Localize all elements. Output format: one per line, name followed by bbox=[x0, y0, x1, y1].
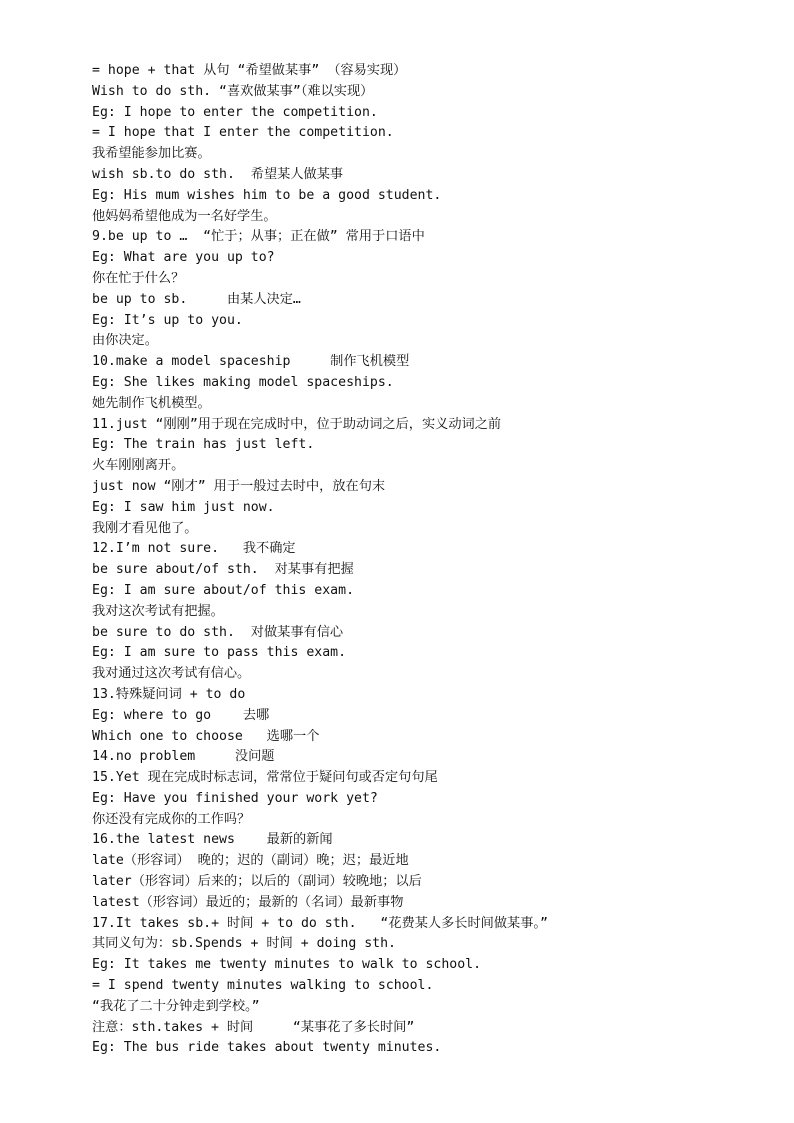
text-line: = I spend twenty minutes walking to school. bbox=[92, 978, 434, 994]
text-line: Wish to do sth. “喜欢做某事”（难以实现） bbox=[92, 83, 374, 99]
text-line: Eg: I am sure about/of this exam. bbox=[92, 582, 355, 598]
text-line: just now “刚才” 用于一般过去时中，放在句末 bbox=[92, 478, 386, 494]
text-line: 14.no problem 没问题 bbox=[92, 749, 275, 765]
text-line: 由你决定。 bbox=[92, 333, 158, 349]
text-line: Eg: It’s up to you. bbox=[92, 312, 243, 328]
text-line: Eg: I am sure to pass this exam. bbox=[92, 645, 347, 661]
text-line: late（形容词） 晚的；迟的（副词）晚；迟；最近地 bbox=[92, 853, 409, 869]
text-line: 他妈妈希望他成为一名好学生。 bbox=[92, 208, 277, 224]
text-line: 17.It takes sb.+ 时间 + to do sth. “花费某人多长时间做某事。” bbox=[92, 915, 548, 931]
text-line: 13.特殊疑问词 + to do bbox=[92, 686, 246, 702]
text-line: 注意：sth.takes + 时间 “某事花了多长时间” bbox=[92, 1019, 415, 1035]
text-line: Eg: I saw him just now. bbox=[92, 499, 275, 515]
text-line: Eg: She likes making model spaceships. bbox=[92, 374, 394, 390]
text-line: 我希望能参加比赛。 bbox=[92, 146, 211, 162]
text-line: 我对通过这次考试有信心。 bbox=[92, 666, 251, 682]
text-line: Eg: His mum wishes him to be a good student. bbox=[92, 187, 442, 203]
text-line: be sure about/of sth. 对某事有把握 bbox=[92, 562, 354, 578]
text-line: Which one to choose 选哪一个 bbox=[92, 728, 320, 744]
text-line: 其同义句为：sb.Spends + 时间 + doing sth. bbox=[92, 936, 396, 952]
text-line: 10.make a model spaceship 制作飞机模型 bbox=[92, 354, 410, 370]
text-line: 9.be up to … “忙于；从事；正在做” 常用于口语中 bbox=[92, 229, 425, 245]
text-line: Eg: The bus ride takes about twenty minutes. bbox=[92, 1040, 442, 1056]
text-line: Eg: The train has just left. bbox=[92, 437, 315, 453]
text-line: wish sb.to do sth. 希望某人做某事 bbox=[92, 166, 344, 182]
text-line: = I hope that I enter the competition. bbox=[92, 125, 394, 141]
text-line: Eg: where to go 去哪 bbox=[92, 707, 270, 723]
text-line: = hope + that 从句 “希望做某事” （容易实现） bbox=[92, 63, 407, 78]
text-line: Eg: It takes me twenty minutes to walk to school. bbox=[92, 957, 482, 973]
text-line: 我刚才看见他了。 bbox=[92, 520, 198, 536]
text-line: 我对这次考试有把握。 bbox=[92, 603, 224, 619]
text-line: 12.I’m not sure. 我不确定 bbox=[92, 541, 296, 557]
text-line: later（形容词）后来的；以后的（副词）较晚地；以后 bbox=[92, 874, 422, 890]
text-line: latest（形容词）最近的；最新的（名词）最新事物 bbox=[92, 894, 404, 910]
text-line: Eg: Have you finished your work yet? bbox=[92, 790, 378, 806]
text-line: “我花了二十分钟走到学校。” bbox=[92, 998, 260, 1014]
document-page bbox=[92, 61, 772, 1059]
text-line: be sure to do sth. 对做某事有信心 bbox=[92, 624, 344, 640]
text-line: Eg: What are you up to? bbox=[92, 250, 275, 266]
text-line: 你在忙于什么？ bbox=[92, 270, 185, 286]
text-line: 15.Yet 现在完成时标志词，常常位于疑问句或否定句句尾 bbox=[92, 770, 438, 786]
text-line: 她先制作飞机模型。 bbox=[92, 395, 211, 411]
text-line: be up to sb. 由某人决定… bbox=[92, 291, 301, 307]
text-line: 火车刚刚离开。 bbox=[92, 458, 185, 474]
text-line: 11.just “刚刚”用于现在完成时中，位于助动词之后，实义动词之前 bbox=[92, 416, 502, 432]
text-line: Eg: I hope to enter the competition. bbox=[92, 104, 378, 120]
text-line: 你还没有完成你的工作吗？ bbox=[92, 811, 251, 827]
text-line: 16.the latest news 最新的新闻 bbox=[92, 832, 333, 848]
